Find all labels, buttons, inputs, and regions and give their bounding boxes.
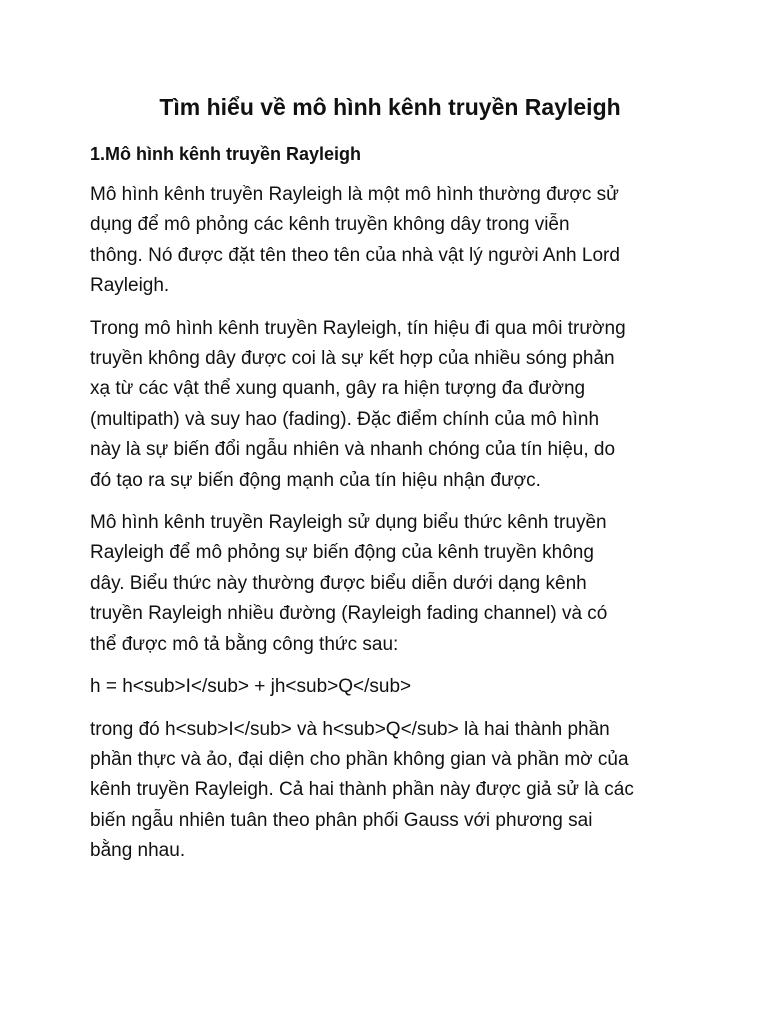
document-title: Tìm hiểu về mô hình kênh truyền Rayleigh (159, 94, 621, 120)
text-line: Rayleigh. (90, 275, 170, 297)
text-line: xạ từ các vật thể xung quanh, gây ra hiện tượng đa đường (90, 378, 586, 400)
text-line: dây. Biểu thức này thường được biểu diễn dưới dạng kênh (90, 572, 587, 594)
text-line: truyền không dây được coi là sự kết hợp của nhiều sóng phản (90, 348, 615, 370)
text-line: Rayleigh để mô phỏng sự biến động của kênh truyền không (90, 542, 594, 564)
paragraph-intro (90, 180, 690, 302)
text-line: thông. Nó được đặt tên theo tên của nhà vật lý người Anh Lord (90, 244, 620, 266)
text-line: thể được mô tả bằng công thức sau: (90, 633, 399, 655)
text-line: kênh truyền Rayleigh. Cả hai thành phần này được giả sử là các (90, 779, 634, 801)
text-line: dụng để mô phỏng các kênh truyền không dây trong viễn (90, 214, 570, 236)
text-line: (multipath) và suy hao (fading). Đặc điểm chính của mô hình (90, 408, 600, 430)
document-body (90, 92, 690, 879)
paragraph-expression (90, 508, 690, 660)
text-line: bằng nhau. (90, 840, 186, 862)
text-line: Mô hình kênh truyền Rayleigh sử dụng biểu thức kênh truyền (90, 512, 607, 534)
text-line: này là sự biến đổi ngẫu nhiên và nhanh chóng của tín hiệu, do (90, 439, 616, 461)
text-line: truyền Rayleigh nhiều đường (Rayleigh fading channel) và có (90, 603, 608, 625)
text-line: phần thực và ảo, đại diện cho phần không gian và phần mờ của (90, 748, 629, 770)
paragraph-components (90, 715, 690, 867)
formula-line: h = h<sub>I</sub> + jh<sub>Q</sub> (90, 676, 412, 698)
text-line: Trong mô hình kênh truyền Rayleigh, tín hiệu đi qua môi trường (90, 317, 626, 339)
text-line: biến ngẫu nhiên tuân theo phân phối Gauss với phương sai (90, 809, 593, 831)
paragraph-multipath (90, 314, 690, 496)
text-line: Mô hình kênh truyền Rayleigh là một mô hình thường được sử (90, 184, 619, 205)
section-heading: 1.Mô hình kênh truyền Rayleigh (90, 144, 362, 164)
text-line: trong đó h<sub>I</sub> và h<sub>Q</sub> là hai thành phần (90, 718, 610, 740)
text-line: đó tạo ra sự biến động mạnh của tín hiệu nhận được. (90, 469, 541, 491)
paragraph-formula (90, 672, 690, 702)
